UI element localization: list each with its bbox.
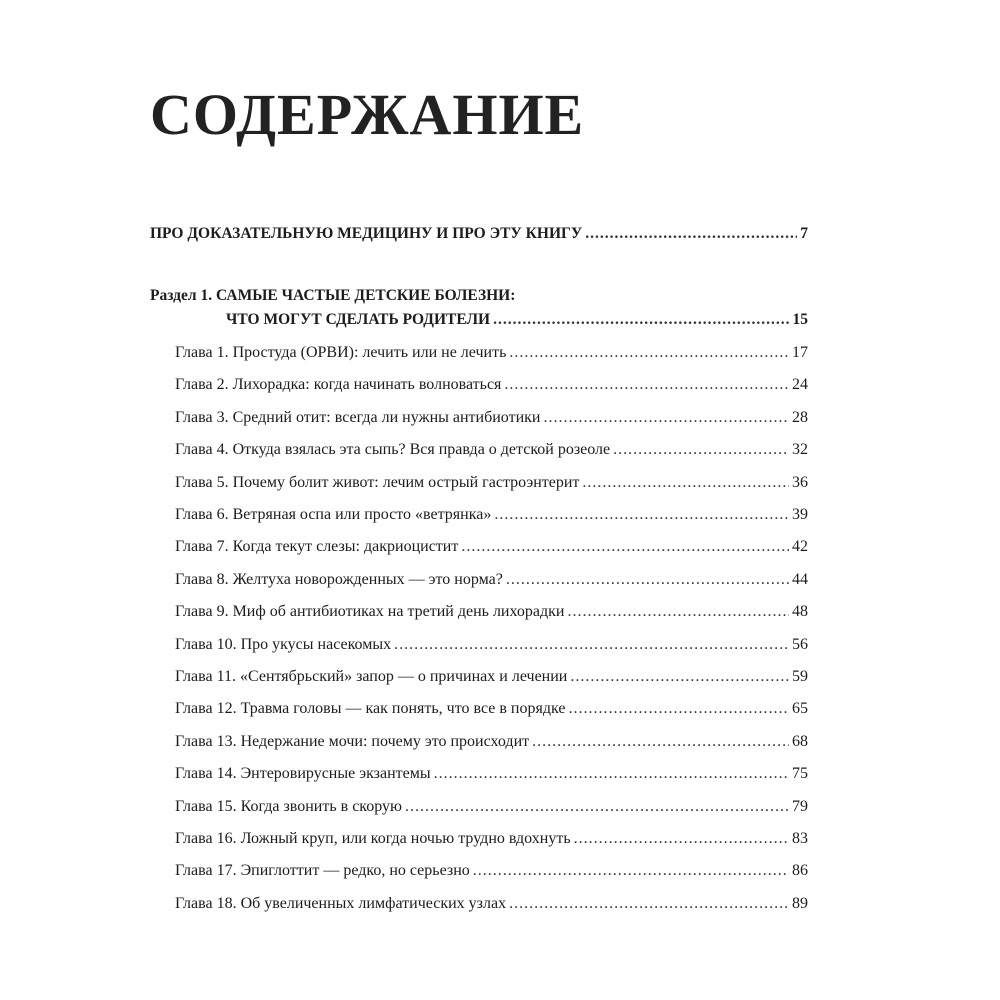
section-heading-line2: ЧТО МОГУТ СДЕЛАТЬ РОДИТЕЛИ [226,311,491,328]
toc-entry-label: Глава 15. Когда звонить в скорую [175,797,402,815]
toc-page-number: 44 [792,570,808,588]
leader-dots [461,537,789,557]
toc-entry-label: Глава 3. Средний отит: всегда ли нужны антибиотики [175,408,541,426]
toc-entry-chapter[interactable] [175,732,808,752]
toc-page-number: 79 [792,797,808,815]
toc-page-number: 56 [792,635,808,653]
leader-dots [585,224,797,244]
leader-dots [405,797,789,817]
leader-dots [504,375,789,395]
toc-entry-label: Глава 11. «Сентябрьский» запор — о причинах и лечении [175,668,568,685]
leader-dots [506,570,789,590]
toc-page-number: 15 [792,311,808,328]
toc-page-number: 39 [792,506,808,523]
toc-entry-label: Глава 10. Про укусы насекомых [175,635,392,653]
toc-entry-chapter[interactable] [175,667,808,687]
toc-entry-chapter[interactable] [175,861,808,881]
toc-page-number: 65 [792,700,808,718]
toc-entry-chapter[interactable] [175,505,808,525]
toc-entry-label: Глава 5. Почему болит живот: лечим острый гастроэнтерит [175,473,580,491]
toc-entry-chapter[interactable] [175,635,808,655]
toc-entry-label: Глава 18. Об увеличенных лимфатических узлах [175,894,507,912]
leader-dots [567,602,789,622]
toc-entry-label: Глава 1. Простуда (ОРВИ): лечить или не лечить [175,344,507,361]
toc-page-number: 17 [792,344,808,361]
leader-dots [568,699,789,719]
toc-entry-label: Глава 14. Энтеровирусные экзантемы [175,765,431,783]
toc-entry-label: Глава 9. Миф об антибиотиках на третий день лихорадки [175,603,565,621]
toc-entry-chapter[interactable] [175,829,808,849]
toc-page-number: 68 [792,732,808,750]
toc-entry-chapter[interactable] [175,537,808,557]
section-heading-line1: Раздел 1. САМЫЕ ЧАСТЫЕ ДЕТСКИЕ БОЛЕЗНИ: [150,287,516,304]
toc-entry-label: Глава 12. Травма головы — как понять, что все в порядке [175,700,566,718]
toc-entry-label: Глава 2. Лихорадка: когда начинать волноваться [175,376,502,394]
section-heading [150,286,515,306]
leader-dots [494,505,789,525]
leader-dots [394,635,789,655]
toc-page-number: 48 [792,603,808,621]
toc-entry-chapter[interactable] [175,764,808,784]
toc-page-number: 36 [792,473,808,491]
leader-dots [582,473,789,493]
toc-page-number: 83 [792,830,808,847]
toc-entry-chapter[interactable] [175,375,808,395]
toc-entry-section-1[interactable] [226,310,808,330]
toc-entry-intro[interactable] [150,224,808,244]
toc-entry-chapter[interactable] [175,473,808,493]
leader-dots [509,343,789,363]
toc-entry-chapter[interactable] [175,797,808,817]
toc-page-number: 24 [792,376,808,394]
toc-page-number: 89 [792,894,808,912]
leader-dots [434,764,789,784]
leader-dots [532,732,789,752]
toc-page-number: 32 [792,441,808,459]
toc-entry-label: Глава 16. Ложный круп, или когда ночью трудно вдохнуть [175,830,571,847]
toc-entry-chapter[interactable] [175,699,808,719]
toc-page-number: 7 [800,225,808,242]
toc-page-number: 28 [792,408,808,426]
toc-entry-chapter[interactable] [175,440,808,460]
toc-entry-label: Глава 7. Когда текут слезы: дакриоцистит [175,538,459,556]
toc-entry-chapter[interactable] [175,894,808,914]
toc-entry-label: Глава 4. Откуда взялась эта сыпь? Вся правда о детской розеоле [175,441,611,459]
leader-dots [570,667,789,687]
leader-dots [543,408,789,428]
leader-dots [574,829,789,849]
toc-entry-label: Глава 6. Ветряная оспа или просто «ветрянка» [175,506,492,523]
leader-dots [613,440,789,460]
toc-entry-label: Глава 17. Эпиглоттит — редко, но серьезно [175,862,470,880]
leader-dots [509,894,789,914]
toc-entry-chapter[interactable] [175,343,808,363]
leader-dots [473,861,789,881]
leader-dots [493,310,789,330]
toc-page-number: 86 [792,862,808,880]
toc-page-number: 75 [792,765,808,783]
toc-entry-chapter[interactable] [175,408,808,428]
toc-entry-label: ПРО ДОКАЗАТЕЛЬНУЮ МЕДИЦИНУ И ПРО ЭТУ КНИГУ [150,225,583,242]
toc-entry-label: Глава 13. Недержание мочи: почему это происходит [175,732,530,750]
toc-entry-chapter[interactable] [175,602,808,622]
page-title: СОДЕРЖАНИЕ [150,82,585,147]
toc-page-number: 59 [792,668,808,685]
toc-entry-label: Глава 8. Желтуха новорожденных — это норма? [175,570,503,588]
toc-entry-chapter[interactable] [175,570,808,590]
toc-page-number: 42 [792,538,808,556]
